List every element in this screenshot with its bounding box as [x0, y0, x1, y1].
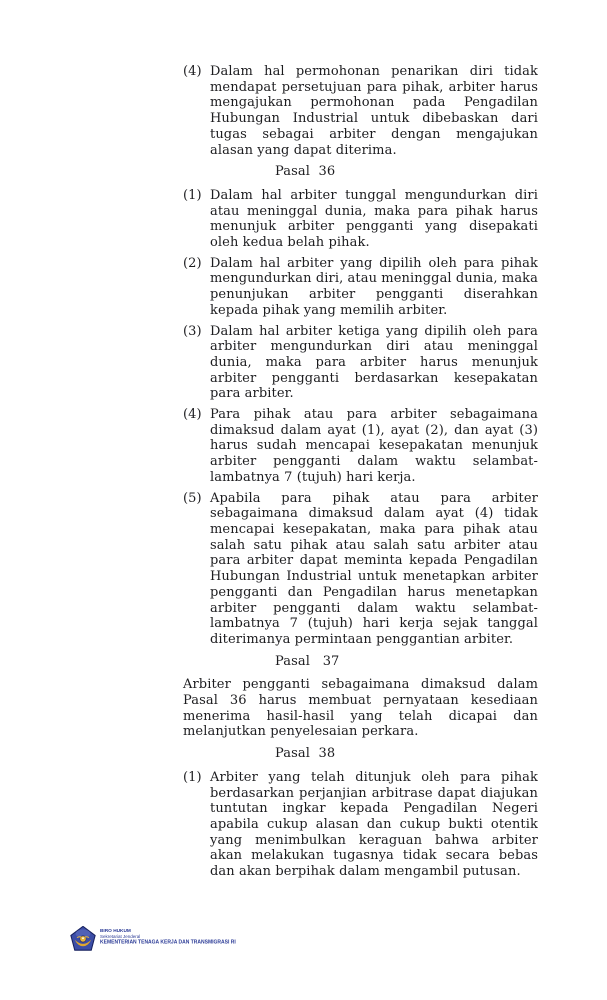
letterhead-office: BIRO HUKUM [100, 928, 131, 934]
clause-number: (2) [183, 255, 202, 271]
letterhead-ministry: KEMENTERIAN TENAGA KERJA DAN TRANSMIGRASI RI [100, 939, 236, 945]
clause-text: Dalam hal arbiter tunggal mengundurkan diri atau meninggal dunia, maka para pihak harus menunjuk arbiter pengganti yang disepakati oleh kedua belah pihak. [210, 187, 538, 251]
clause-number: (1) [183, 769, 202, 785]
letterhead-secretariat: Sekretariat Jenderal [100, 933, 141, 939]
pasal-38-heading: Pasal 38 [275, 746, 336, 762]
pasal-36-heading: Pasal 36 [275, 164, 336, 180]
document-body [183, 64, 538, 885]
pasal-37-heading: Pasal 37 [275, 653, 340, 669]
clause-item [183, 188, 538, 251]
clause-item [183, 324, 538, 403]
clause-number: (3) [183, 323, 202, 339]
footer-letterhead [70, 926, 420, 963]
clause-item [183, 491, 538, 648]
clause-text: Apabila para pihak atau para arbiter sebagaimana dimaksud dalam ayat (4) tidak mencapai kesepakatan, maka para pihak atau salah satu pihak atau salah satu arbiter atau para arbiter dapat meminta kepada Pengadilan Hubungan Industrial untuk menetapkan arbiter pengganti dan Pengadilan harus menetapkan arbiter pengganti dalam waktu selambat-lambatnya 7 (tujuh) hari kerja sejak tanggal diterimanya permintaan penggantian arbiter. [210, 490, 538, 647]
clause-text: Dalam hal arbiter yang dipilih oleh para pihak mengundurkan diri, atau meninggal dunia, maka penunjukan arbiter pengganti diserahkan kepada pihak yang memilih arbiter. [210, 255, 538, 318]
clause-text: Arbiter yang telah ditunjuk oleh para pihak berdasarkan perjanjian arbitrase dapat diajukan tuntutan ingkar kepada Pengadilan Negeri apabila cukup alasan dan cukup bukti otentik yang menimbulkan keraguan bahwa arbiter akan melakukan tugasnya tidak secara bebas dan akan berpihak dalam mengambil putusan. [210, 769, 538, 880]
clause-item [183, 770, 538, 880]
letterhead-text [100, 928, 260, 945]
clause-number: (1) [183, 187, 202, 203]
clause-text: Dalam hal permohonan penarikan diri tidak mendapat persetujuan para pihak, arbiter harus mengajukan permohonan pada Pengadilan Hubungan Industrial untuk dibebaskan dari tugas sebagai arbiter dengan mengajukan alasan yang dapat diterima. [210, 64, 538, 158]
clause-item [183, 256, 538, 319]
ministry-emblem-icon [70, 926, 96, 951]
clause-item [183, 64, 538, 158]
clause-number: (4) [183, 64, 202, 79]
clause-number: (4) [183, 407, 202, 423]
clause-number: (5) [183, 490, 202, 506]
clause-text: Para pihak atau para arbiter sebagaimana dimaksud dalam ayat (1), ayat (2), dan ayat (3) harus sudah mencapai kesepakatan menunjuk arbiter pengganti dalam waktu selambat-lambatnya 7 (tujuh) hari kerja. [210, 407, 538, 485]
clause-text: Dalam hal arbiter ketiga yang dipilih oleh para arbiter mengundurkan diri atau meninggal dunia, maka para arbiter harus menunjuk arbiter pengganti berdasarkan kesepakatan para arbiter. [210, 323, 538, 402]
article-paragraph: Arbiter pengganti sebagaimana dimaksud dalam Pasal 36 harus membuat pernyataan kesediaan menerima hasil-hasil yang telah dicapai dan melanjutkan penyelesaian perkara. [183, 677, 538, 740]
clause-item [183, 407, 538, 486]
